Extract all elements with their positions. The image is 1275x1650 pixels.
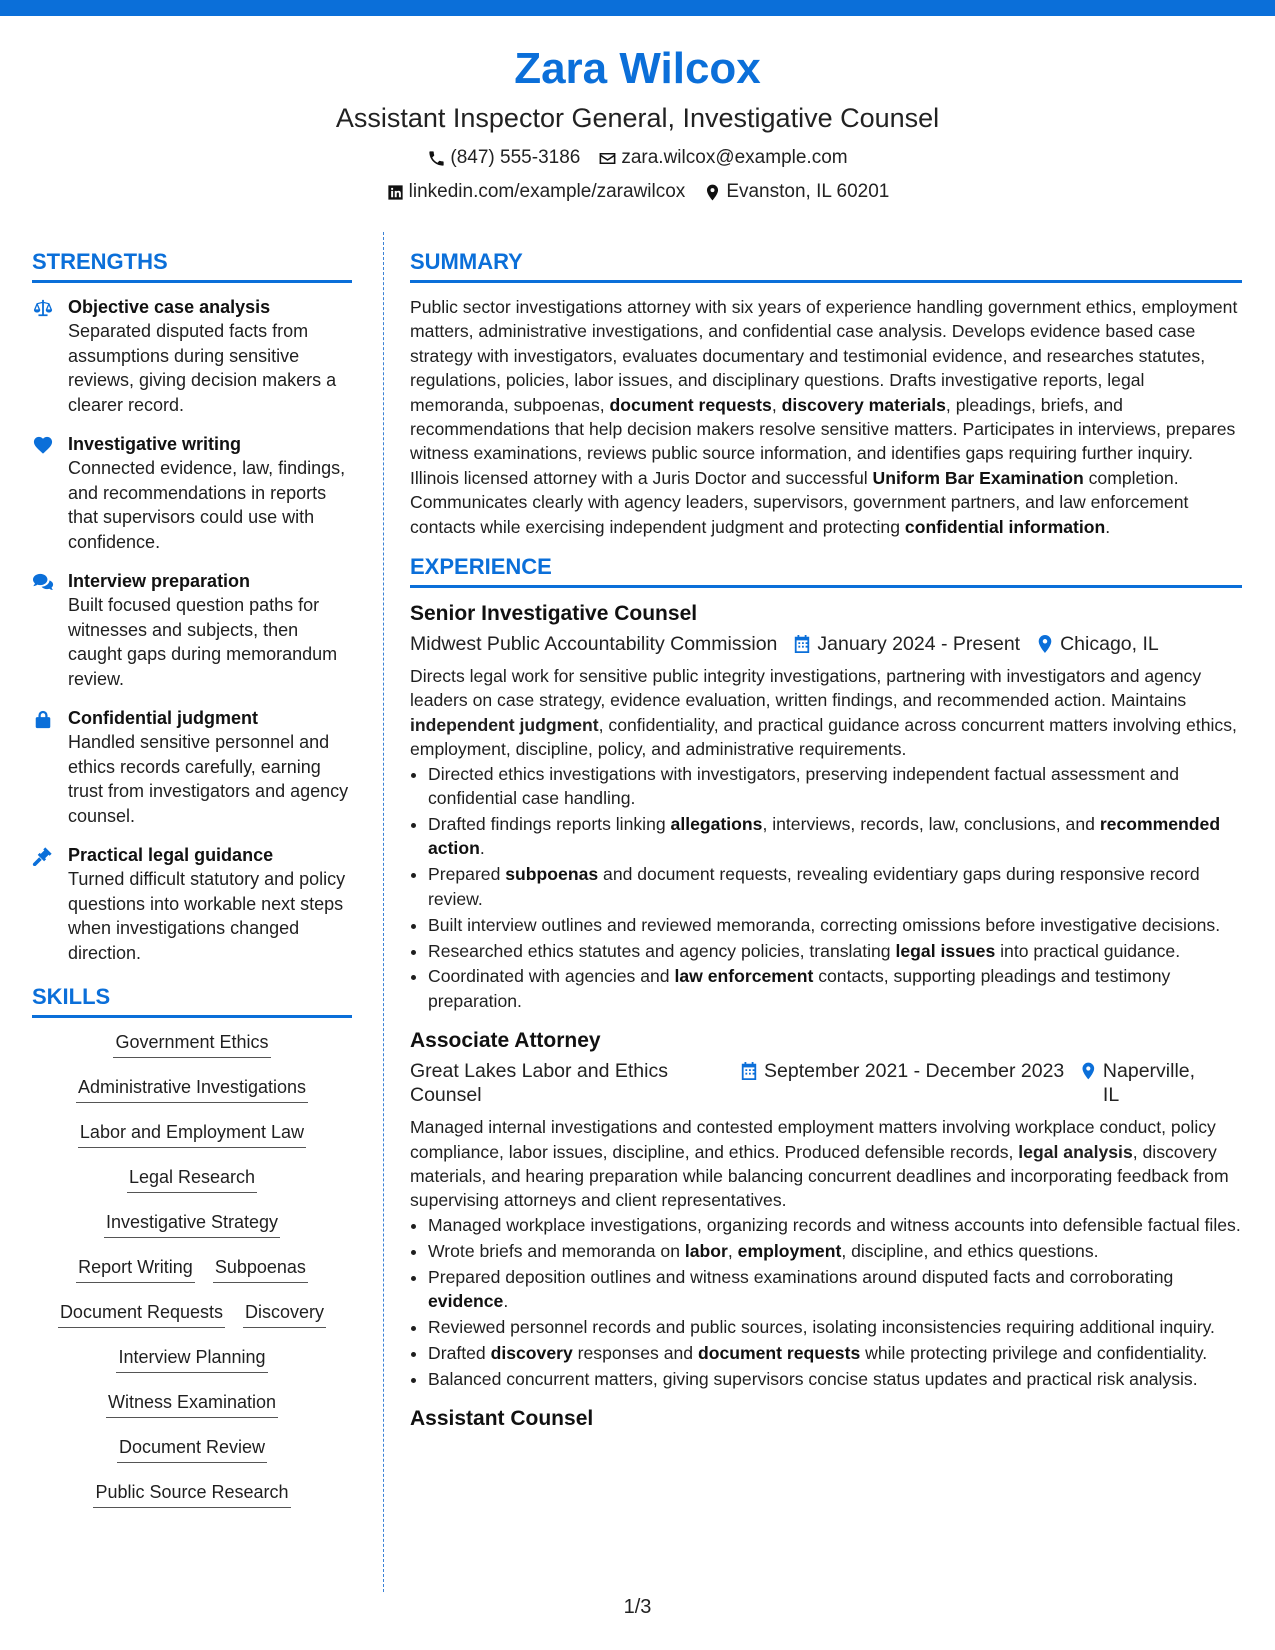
linkedin-contact[interactable]	[386, 181, 686, 203]
skill-tag: Public Source Research	[93, 1480, 290, 1508]
job-dates-text: September 2021 - December 2023	[764, 1060, 1065, 1083]
job-meta	[410, 1059, 1242, 1107]
summary-heading: SUMMARY	[410, 248, 1242, 283]
job-bullet: • Wrote briefs and memoranda on labor, employment, discipline, and ethics questions.	[428, 1239, 1242, 1263]
strength-desc: Built focused question paths for witnesses and subjects, then caught gaps during memorandum review.	[68, 595, 338, 689]
job-bullets	[410, 762, 1242, 1014]
skill-tag: Interview Planning	[116, 1345, 267, 1373]
skill-tag: Witness Examination	[106, 1390, 278, 1418]
emphasis-text: independent judgment	[410, 714, 599, 735]
strength-title: Confidential judgment	[68, 708, 258, 728]
job-title: Associate Attorney	[410, 1029, 601, 1053]
skill-tag: Labor and Employment Law	[78, 1120, 306, 1148]
email-contact[interactable]	[598, 147, 847, 169]
skill-tag: Report Writing	[76, 1255, 195, 1283]
strength-item	[32, 706, 352, 828]
strength-title: Objective case analysis	[68, 297, 271, 317]
map-pin-icon	[1036, 634, 1054, 654]
strength-item	[32, 569, 352, 691]
job-bullet: • Managed workplace investigations, organizing records and witness accounts into defensible factual files.	[428, 1213, 1242, 1237]
strength-desc: Handled sensitive personnel and ethics records carefully, earning trust from investigators and agency counsel.	[68, 732, 349, 826]
envelope-icon	[598, 149, 617, 168]
job-bullet: • Researched ethics statutes and agency policies, translating legal issues into practical guidance.	[428, 939, 1242, 963]
right-column	[410, 248, 1242, 1447]
strength-desc: Turned difficult statutory and policy questions into workable next steps when investigations changed direction.	[68, 869, 346, 963]
strength-title: Investigative writing	[68, 434, 242, 454]
strength-title: Interview preparation	[68, 571, 251, 591]
strength-desc: Separated disputed facts from assumptions during sensitive reviews, giving decision makers a clearer record.	[68, 321, 337, 415]
job-location	[1080, 1059, 1208, 1107]
emphasis-text: Uniform Bar Examination	[872, 467, 1084, 488]
job-bullet: • Built interview outlines and reviewed memoranda, correcting omissions before investigative decisions.	[428, 913, 1242, 937]
job-organization: Great Lakes Labor and Ethics Counsel	[410, 1060, 668, 1107]
emphasis-text: discovery materials	[781, 394, 946, 415]
job-entry	[410, 1027, 1242, 1391]
job-bullet: • Directed ethics investigations with investigators, preserving independent factual assessment and confidential case handling.	[428, 762, 1242, 811]
skill-tag: Discovery	[243, 1300, 326, 1328]
strength-item	[32, 843, 352, 965]
heart-icon	[32, 432, 56, 554]
contact-row-secondary	[0, 176, 1275, 208]
skill-tag: Document Review	[117, 1435, 267, 1463]
linkedin-icon	[386, 183, 405, 202]
skill-tag: Government Ethics	[113, 1030, 270, 1058]
phone-text: (847) 555-3186	[450, 147, 581, 168]
page-number: 1/3	[623, 1596, 652, 1618]
job-description: Directs legal work for sensitive public integrity investigations, partnering with investigators and agency leaders on case strategy, evidence evaluation, written findings, and recommended action. Maintains independent judgment, confidentiality, and practical guidance across concurrent matters involving ethics, employment, discipline, policy, and administrative requirements.	[410, 666, 1237, 760]
strength-desc: Connected evidence, law, findings, and recommendations in reports that supervisors could use with confidence.	[68, 458, 346, 552]
job-bullet: • Coordinated with agencies and law enforcement contacts, supporting pleadings and testimony preparation.	[428, 964, 1242, 1013]
emphasis-text: recommended action	[428, 814, 1221, 859]
job-location-text: Naperville, IL	[1102, 1060, 1196, 1107]
location-contact	[703, 181, 889, 203]
job-bullet: • Drafted discovery responses and document requests while protecting privilege and confidentiality.	[428, 1341, 1242, 1365]
job-title: Assistant Counsel	[410, 1407, 594, 1431]
skill-tag: Document Requests	[58, 1300, 225, 1328]
strength-item	[32, 295, 352, 417]
summary-text: Public sector investigations attorney with six years of experience handling government ethics, employment matters, administrative investigations, and confidential case analysis. Develops evidence based case strategy with investigators, evaluates documentary and testimonial evidence, and researches statutes, regulations, policies, labor issues, and disciplinary questions. Drafts investigative reports, legal memoranda, subpoenas, document requests, discovery materials, pleadings, briefs, and recommendations that help decision makers resolve sensitive matters. Participates in interviews, prepares witness examinations, reviews public source information, and identifies gaps requiring further inquiry. Illinois licensed attorney with a Juris Doctor and successful Uniform Bar Examination completion. Communicates clearly with agency leaders, supervisors, government partners, and law enforcement contacts while exercising independent judgment and protecting confidential information.	[410, 297, 1238, 537]
email-text: zara.wilcox@example.com	[621, 147, 848, 168]
job-entry	[410, 600, 1242, 1013]
strength-item	[32, 432, 352, 554]
map-pin-icon	[1080, 1061, 1097, 1081]
experience-heading: EXPERIENCE	[410, 553, 1242, 588]
emphasis-text: document requests	[609, 394, 772, 415]
job-entry	[410, 1405, 1242, 1433]
emphasis-text: employment	[737, 1240, 842, 1261]
linkedin-text: linkedin.com/example/zarawilcox	[408, 181, 686, 202]
emphasis-text: legal issues	[895, 940, 996, 961]
strength-title: Practical legal guidance	[68, 845, 274, 865]
skill-tag: Administrative Investigations	[76, 1075, 308, 1103]
job-bullet: • Reviewed personnel records and public sources, isolating inconsistencies requiring additional inquiry.	[428, 1315, 1242, 1339]
job-bullet: • Drafted findings reports linking allegations, interviews, records, law, conclusions, and recommended action.	[428, 812, 1242, 861]
job-description: Managed internal investigations and contested employment matters involving workplace conduct, policy compliance, labor issues, discipline, and ethics. Produced defensible records, legal analysis, discovery materials, and hearing preparation while balancing concurrent deadlines and incorporating feedback from supervising attorneys and client representatives.	[410, 1117, 1229, 1211]
emphasis-text: document requests	[697, 1342, 861, 1363]
skills-heading: SKILLS	[32, 983, 352, 1018]
job-title: Senior Investigative Counsel	[410, 602, 698, 626]
job-dates	[740, 1059, 1064, 1083]
job-dates-text: January 2024 - Present	[817, 633, 1021, 656]
phone-contact[interactable]	[427, 147, 580, 169]
candidate-name: Zara Wilcox	[514, 44, 761, 93]
job-location	[1036, 632, 1159, 656]
emphasis-text: labor	[684, 1240, 728, 1261]
job-organization: Midwest Public Accountability Commission	[410, 633, 778, 656]
left-column	[32, 248, 352, 1525]
emphasis-text: evidence	[428, 1291, 504, 1312]
emphasis-text: allegations	[670, 814, 763, 834]
map-pin-icon	[703, 183, 722, 202]
job-bullet: • Prepared deposition outlines and witness examinations around disputed facts and corroborating evidence.	[428, 1265, 1242, 1314]
job-bullets	[410, 1213, 1242, 1391]
calendar-icon	[793, 634, 811, 654]
phone-icon	[427, 149, 446, 168]
skill-tag: Legal Research	[127, 1165, 257, 1193]
skill-tag: Investigative Strategy	[104, 1210, 280, 1238]
gavel-icon	[32, 843, 56, 965]
emphasis-text: law enforcement	[674, 966, 814, 987]
contact-row-primary	[0, 144, 1275, 172]
job-bullet: • Balanced concurrent matters, giving supervisors concise status updates and practical risk analysis.	[428, 1367, 1242, 1391]
job-dates	[793, 632, 1020, 656]
emphasis-text: confidential information	[904, 516, 1106, 537]
comments-icon	[32, 569, 56, 691]
top-accent-bar	[0, 0, 1275, 16]
skill-tag: Subpoenas	[213, 1255, 308, 1283]
column-divider	[383, 232, 384, 1592]
skills-list	[32, 1030, 352, 1512]
scale-icon	[32, 295, 56, 417]
strengths-heading: STRENGTHS	[32, 248, 352, 283]
candidate-role: Assistant Inspector General, Investigative Counsel	[335, 103, 940, 133]
emphasis-text: subpoenas	[505, 864, 599, 885]
lock-icon	[32, 706, 56, 828]
emphasis-text: discovery	[490, 1342, 573, 1363]
calendar-icon	[740, 1061, 758, 1081]
job-meta	[410, 632, 1242, 656]
job-bullet: • Prepared subpoenas and document requests, revealing evidentiary gaps during responsive record review.	[428, 862, 1242, 911]
emphasis-text: legal analysis	[1018, 1141, 1133, 1162]
job-location-text: Chicago, IL	[1060, 633, 1159, 656]
resume-header	[0, 40, 1275, 208]
location-text: Evanston, IL 60201	[726, 181, 890, 202]
